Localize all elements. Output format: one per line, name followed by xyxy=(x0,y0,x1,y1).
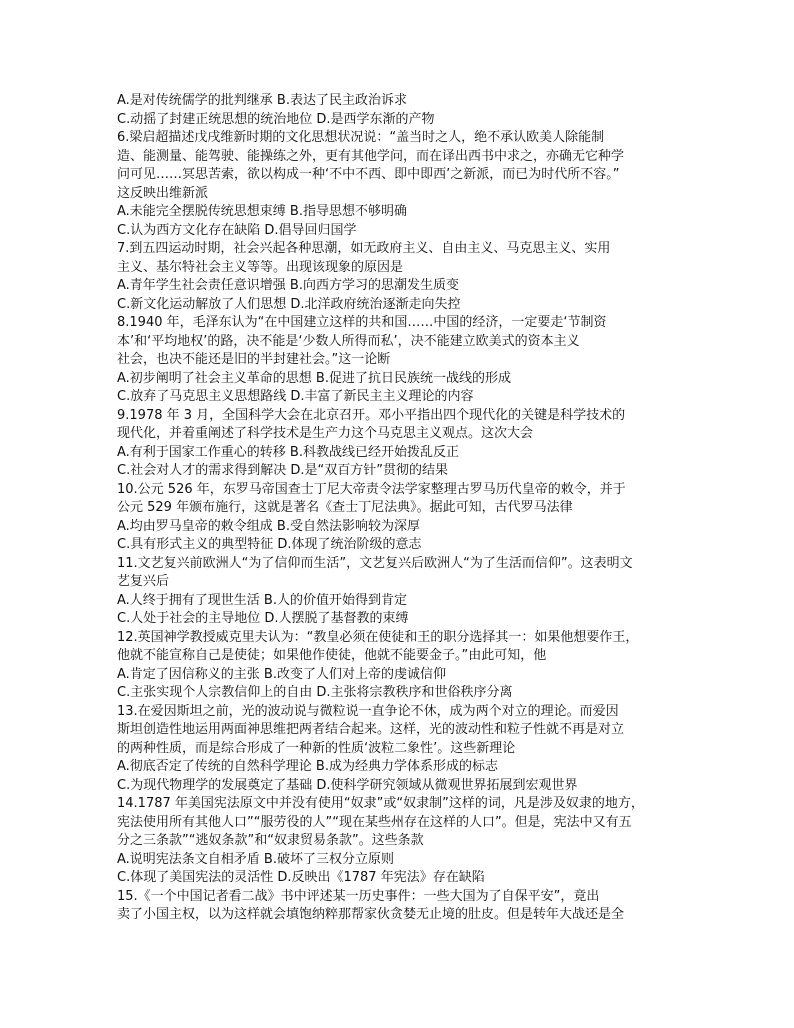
text-line: 分之三条款”“逃奴条款”和“奴隶贸易条款”。这些条款 xyxy=(117,833,424,848)
text-line: 斯坦创造性地运用两面神思维把两者结合起来。这样，光的波动性和粒子性就不再是对立 xyxy=(117,722,625,737)
text-line: 10.公元 526 年，东罗马帝国查士丁尼大帝责令法学家整理古罗马历代皇帝的敕令，并于 xyxy=(117,481,626,497)
text-line: A.均由罗马皇帝的敕令组成 B.受自然法影响较为深厚 xyxy=(117,518,420,534)
text-line: 9.1978 年 3 月，全国科学大会在北京召开。邓小平指出四个现代化的关键是科学技术的 xyxy=(117,407,626,423)
text-line: A.彻底否定了传统的自然科学理论 B.成为经典力学体系形成的标志 xyxy=(117,759,498,774)
text-line: A.是对传统儒学的批判继承 B.表达了民主政治诉求 xyxy=(117,93,407,108)
text-line: 本’和‘平均地权’的路，决不能是‘少数人所得而私’，决不能建立欧美式的资本主义 xyxy=(117,333,580,349)
text-line: A.说明宪法条文自相矛盾 B.破坏了三权分立原则 xyxy=(117,851,394,867)
text-line: C.具有形式主义的典型特征 D.体现了统治阶级的意志 xyxy=(117,537,422,552)
text-line: C.动摇了封建正统思想的统治地位 D.是西学东渐的产物 xyxy=(117,111,435,127)
text-line: C.新文化运动解放了人们思想 D.北洋政府统治逐渐走向失控 xyxy=(117,296,461,312)
text-line: 15.《一个中国记者看二战》书中评述某一历史事件：一些大国为了自保平安”，竟出 xyxy=(117,888,600,904)
text-line: A.未能完全摆脱传统思想束缚 B.指导思想不够明确 xyxy=(117,204,407,219)
text-line: A.肯定了因信称义的主张 B.改变了人们对上帝的虔诚信仰 xyxy=(117,666,446,682)
text-line: A.人终于拥有了现世生活 B.人的价值开始得到肯定 xyxy=(117,592,407,608)
text-line: C.人处于社会的主导地位 D.人摆脱了基督教的束缚 xyxy=(117,611,409,626)
text-line: 现代化，并着重阐述了科学技术是生产力这个马克思主义观点。这次大会 xyxy=(117,426,534,441)
text-line: C.主张实现个人宗教信仰上的自由 D.主张将宗教秩序和世俗秩序分离 xyxy=(117,685,513,700)
text-line: 这反映出维新派 xyxy=(117,185,209,201)
text-line: C.社会对人才的需求得到解决 D.是“双百方针”贯彻的结果 xyxy=(117,463,448,478)
text-line: 11.文艺复兴前欧洲人“为了信仰而生活”，文艺复兴后欧洲人“为了生活而信仰”。这表明文 xyxy=(117,555,633,571)
text-line: C.放弃了马克思主义思想路线 D.丰富了新民主主义理论的内容 xyxy=(117,389,474,404)
text-line: A.初步阐明了社会主义革命的思想 B.促进了抗日民族统一战线的形成 xyxy=(117,370,511,386)
text-line: 他就不能宣称自己是使徒；如果他作使徒，他就不能要金子。”由此可知，他 xyxy=(117,648,547,663)
text-line: C.认为西方文化存在缺陷 D.倡导回归国学 xyxy=(117,222,357,238)
text-line: 7.到五四运动时期，社会兴起各种思潮，如无政府主义、自由主义、马克思主义、实用 xyxy=(117,241,611,256)
text-line: 主义、基尔特社会主义等等。出现该现象的原因是 xyxy=(117,259,404,275)
text-line: C.为现代物理学的发展奠定了基础 D.使科学研究领域从微观世界拓展到宏观世界 xyxy=(117,777,578,793)
text-line: 14.1787 年美国宪法原文中并没有使用“奴隶”或“奴隶制”这样的词，凡是涉及奴隶的地方， xyxy=(117,796,644,811)
text-line: 8.1940 年，毛泽东认为“在中国建立这样的共和国……中国的经济，一定要走‘节制资 xyxy=(117,315,607,330)
text-line: 宪法使用所有其他人口”“服劳役的人”“现在某些州存在这样的人口”。但是，宪法中又有五 xyxy=(117,814,632,830)
text-line: A.青年学生社会责任意识增强 B.向西方学习的思潮发生质变 xyxy=(117,278,459,293)
text-line: 13.在爱因斯坦之前，光的波动说与微粒说一直争论不休，成为两个对立的理论。而爱因 xyxy=(117,703,619,719)
text-line: 问可见……冥思苦索，欲以构成一种‘不中不西、即中即西’之新派，而已为时代所不容。” xyxy=(117,167,620,182)
text-line: A.有利于国家工作重心的转移 B.科教战线已经开始拨乱反正 xyxy=(117,444,459,460)
text-line: C.体现了美国宪法的灵活性 D.反映出《1787 年宪法》存在缺陷 xyxy=(117,870,485,885)
text-line: 造、能测量、能驾驶、能操练之外，更有其他学问，而在译出西书中求之，亦确无它种学 xyxy=(117,148,625,164)
text-line: 12.英国神学教授威克里夫认为：“教皇必须在使徒和王的职分选择其一：如果他想要作王， xyxy=(117,629,639,645)
text-line: 艺复兴后 xyxy=(117,574,170,589)
text-line: 6.梁启超描述戊戌维新时期的文化思想状况说：“盖当时之人，绝不承认欧美人除能制 xyxy=(117,130,605,145)
text-line: 社会，也决不能还是旧的半封建社会。”这一论断 xyxy=(117,352,391,367)
text-line: 公元 529 年颁布施行，这就是著名《查士丁尼法典》。据此可知，古代罗马法律 xyxy=(117,500,573,515)
text-line: 的两种性质，而是综合形成了一种新的性质‘波粒二象性’。这些新理论 xyxy=(117,740,516,756)
text-line: 卖了小国主权，以为这样就会填饱纳粹那帮家伙贪婪无止境的肚皮。但是转年大战还是全 xyxy=(117,907,625,922)
